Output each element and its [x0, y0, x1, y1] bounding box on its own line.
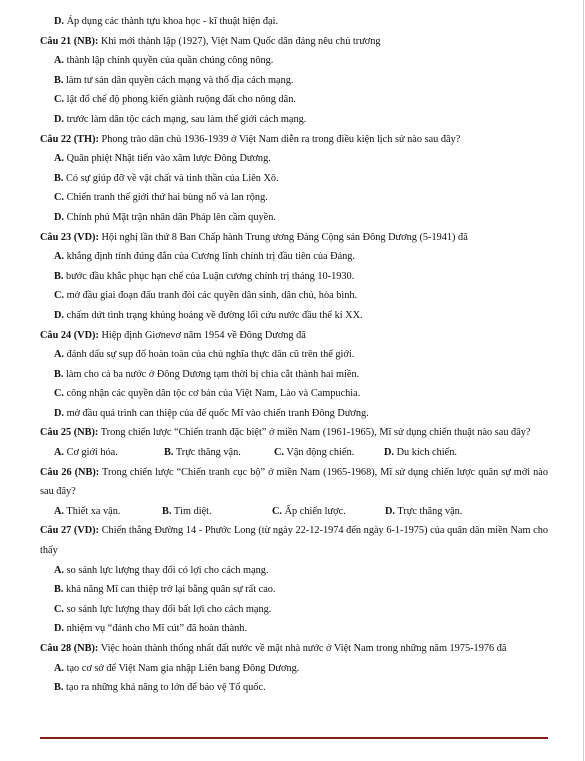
- question-27: [40, 521, 548, 560]
- option-21-d: [40, 110, 548, 130]
- option-text: làm cho cả ba nước ở Đông Dương tạm thời bị chia cắt thành hai miền.: [66, 368, 360, 380]
- option-26-b: [162, 502, 272, 522]
- option-text: Trực thăng vận.: [175, 447, 241, 459]
- option-25-d: [384, 443, 457, 463]
- option-24-b: [40, 365, 548, 385]
- question-stem: Chiến thắng Đường 14 - Phước Long (từ ngày 22-12-1974 đến ngày 6-1-1975) của quân dân miền Nam cho thấy: [40, 525, 548, 557]
- option-letter: A.: [54, 349, 65, 361]
- option-24-a: [40, 345, 548, 365]
- option-text: khẳng định tính đúng đắn của Cương lĩnh chính trị đầu tiên của Đảng.: [66, 251, 356, 263]
- option-text: khả năng Mĩ can thiệp trở lại bằng quân sự rất cao.: [66, 584, 276, 596]
- question-number: Câu 24 (VD):: [40, 329, 99, 341]
- option-letter: B.: [54, 74, 64, 86]
- option-26-c: [272, 502, 385, 522]
- option-23-a: [40, 247, 548, 267]
- footer-rule: [40, 737, 548, 739]
- question-stem: Việc hoàn thành thống nhất đất nước về mặt nhà nước ở Việt Nam trong những năm 1975-1976 đã: [100, 643, 507, 654]
- option-letter: C.: [54, 192, 65, 204]
- option-text: Tìm diệt.: [173, 505, 212, 517]
- option-22-c: [40, 188, 548, 208]
- option-25-b: [164, 443, 274, 463]
- question-25: [40, 423, 548, 443]
- option-text: Cơ giới hóa.: [66, 447, 118, 459]
- option-text: thành lập chính quyền của quần chúng công nông.: [66, 55, 274, 67]
- option-letter: B.: [164, 447, 174, 459]
- option-27-d: [40, 619, 548, 639]
- option-text: Chiến tranh thế giới thứ hai bùng nổ và lan rộng.: [66, 192, 268, 204]
- question-stem: Trong chiến lược “Chiến tranh cục bộ” ở miền Nam (1965-1968), Mĩ sử dụng chiến lược quân sự mới nào sau đây?: [40, 466, 548, 498]
- option-text: đánh dấu sự sụp đổ hoàn toàn của chủ nghĩa thực dân cũ trên thế giới.: [66, 349, 355, 361]
- option-letter: B.: [54, 584, 64, 596]
- option-text: trước làm dân tộc cách mạng, sau làm thế giới cách mạng.: [66, 113, 307, 125]
- option-letter: D.: [54, 407, 65, 419]
- option-text: mở đầu giai đoạn đấu tranh đòi các quyền dân sinh, dân chủ, hòa bình.: [66, 290, 358, 302]
- question-number: Câu 21 (NB):: [40, 35, 99, 47]
- question-26: [40, 463, 548, 502]
- question-23: [40, 228, 548, 248]
- option-text: Có sự giúp đỡ về vật chất và tinh thần của Liên Xô.: [66, 172, 279, 184]
- option-letter: C.: [54, 94, 65, 106]
- option-letter: A.: [54, 55, 65, 67]
- question-number: Câu 22 (TH):: [40, 133, 99, 145]
- option-27-b: [40, 580, 548, 600]
- question-number: Câu 28 (NB):: [40, 643, 99, 654]
- option-text: Du kích chiến.: [396, 447, 457, 459]
- option-21-a: [40, 51, 548, 71]
- option-letter: B.: [54, 270, 64, 282]
- option-text: Trực thăng vận.: [397, 505, 463, 517]
- option-letter: C.: [272, 505, 283, 517]
- option-text: chấm dứt tình trạng khủng hoảng về đường lối cứu nước đầu thế kỉ XX.: [66, 309, 363, 321]
- option-letter: D.: [54, 309, 65, 321]
- option-28-a: [40, 659, 548, 679]
- option-text: công nhận các quyền dân tộc cơ bản của Việt Nam, Lào và Campuchia.: [66, 388, 361, 400]
- option-24-d: [40, 404, 548, 424]
- option-text: nhiệm vụ “đánh cho Mĩ cút” đã hoàn thành.: [66, 623, 248, 635]
- option-letter: A.: [54, 564, 65, 576]
- option-text: Quân phiệt Nhật tiến vào xâm lược Đông Dương.: [66, 153, 271, 165]
- question-22: [40, 130, 548, 150]
- option-27-c: [40, 600, 548, 620]
- option-28-b: [40, 678, 548, 698]
- option-letter: D.: [384, 447, 395, 459]
- question-stem: Hội nghị lần thứ 8 Ban Chấp hành Trung ương Đảng Cộng sản Đông Dương (5-1941) đã: [101, 231, 468, 243]
- option-text: bước đầu khắc phục hạn chế của Luận cương chính trị tháng 10-1930.: [66, 270, 355, 282]
- option-letter: C.: [54, 290, 65, 302]
- question-number: Câu 23 (VD):: [40, 231, 99, 243]
- option-text: so sánh lực lượng thay đổi bất lợi cho cách mạng.: [66, 603, 272, 615]
- question-24: [40, 326, 548, 346]
- question-28: [40, 639, 548, 659]
- options-row-26: [40, 502, 548, 522]
- option-letter: D.: [54, 16, 65, 27]
- option-text: làm tư sản dân quyền cách mạng và thổ địa cách mạng.: [66, 74, 294, 86]
- question-stem: Phong trào dân chủ 1936-1939 ở Việt Nam diễn ra trong điều kiện lịch sử nào sau đây?: [101, 133, 461, 145]
- option-22-d: [40, 208, 548, 228]
- option-23-b: [40, 267, 548, 287]
- question-number: Câu 25 (NB):: [40, 427, 99, 439]
- option-26-d: [385, 502, 462, 522]
- option-text: mở đầu quá trình can thiệp của đế quốc Mĩ vào chiến tranh Đông Dương.: [66, 407, 369, 419]
- option-23-c: [40, 286, 548, 306]
- option-letter: A.: [54, 662, 65, 674]
- question-number: Câu 26 (NB):: [40, 466, 100, 478]
- option-21-b: [40, 71, 548, 91]
- option-22-b: [40, 169, 548, 189]
- option-23-d: [40, 306, 548, 326]
- option-letter: D.: [54, 211, 65, 223]
- option-letter: C.: [54, 388, 65, 400]
- option-21-c: [40, 90, 548, 110]
- option-22-a: [40, 149, 548, 169]
- option-letter: A.: [54, 153, 65, 165]
- option-text: lật đổ chế độ phong kiến giành ruộng đất cho nông dân.: [66, 94, 296, 106]
- option-text: tạo cơ sở để Việt Nam gia nhập Liên bang Đông Dương.: [66, 662, 300, 674]
- question-21: [40, 32, 548, 52]
- option-letter: A.: [54, 251, 65, 263]
- option-letter: D.: [385, 505, 396, 517]
- option-text: Áp dụng các thành tựu khoa học - kĩ thuật hiện đại.: [66, 16, 279, 27]
- option-20-d: [40, 12, 548, 32]
- option-letter: A.: [54, 447, 65, 459]
- question-stem: Trong chiến lược “Chiến tranh đặc biệt” ở miền Nam (1961-1965), Mĩ sử dụng chiến thuật nào sau đây?: [100, 427, 531, 439]
- option-text: so sánh lực lượng thay đổi có lợi cho cách mạng.: [66, 564, 269, 576]
- option-text: Ấp chiến lược.: [284, 505, 346, 517]
- question-number: Câu 27 (VD):: [40, 525, 100, 537]
- option-27-a: [40, 561, 548, 581]
- option-text: tạo ra những khả năng to lớn để bảo vệ Tổ quốc.: [66, 682, 266, 694]
- option-text: Thiết xa vận.: [66, 505, 121, 517]
- options-row-25: [40, 443, 548, 463]
- option-letter: B.: [54, 368, 64, 380]
- option-text: Vận động chiến.: [286, 447, 355, 459]
- option-letter: A.: [54, 505, 65, 517]
- page-edge: [583, 0, 584, 761]
- option-25-c: [274, 443, 384, 463]
- exam-content: [40, 12, 548, 698]
- question-stem: Hiệp định Giơnevơ năm 1954 về Đông Dương đã: [101, 329, 306, 341]
- option-letter: C.: [54, 603, 65, 615]
- option-letter: D.: [54, 623, 65, 635]
- question-stem: Khi mới thành lập (1927), Việt Nam Quốc dân đảng nêu chủ trương: [100, 35, 381, 47]
- option-letter: D.: [54, 113, 65, 125]
- option-letter: B.: [162, 505, 172, 517]
- option-letter: B.: [54, 172, 64, 184]
- option-letter: C.: [274, 447, 285, 459]
- option-25-a: [54, 443, 164, 463]
- option-24-c: [40, 384, 548, 404]
- option-26-a: [54, 502, 162, 522]
- option-text: Chính phủ Mặt trận nhân dân Pháp lên cầm quyền.: [66, 211, 276, 223]
- option-letter: B.: [54, 682, 64, 694]
